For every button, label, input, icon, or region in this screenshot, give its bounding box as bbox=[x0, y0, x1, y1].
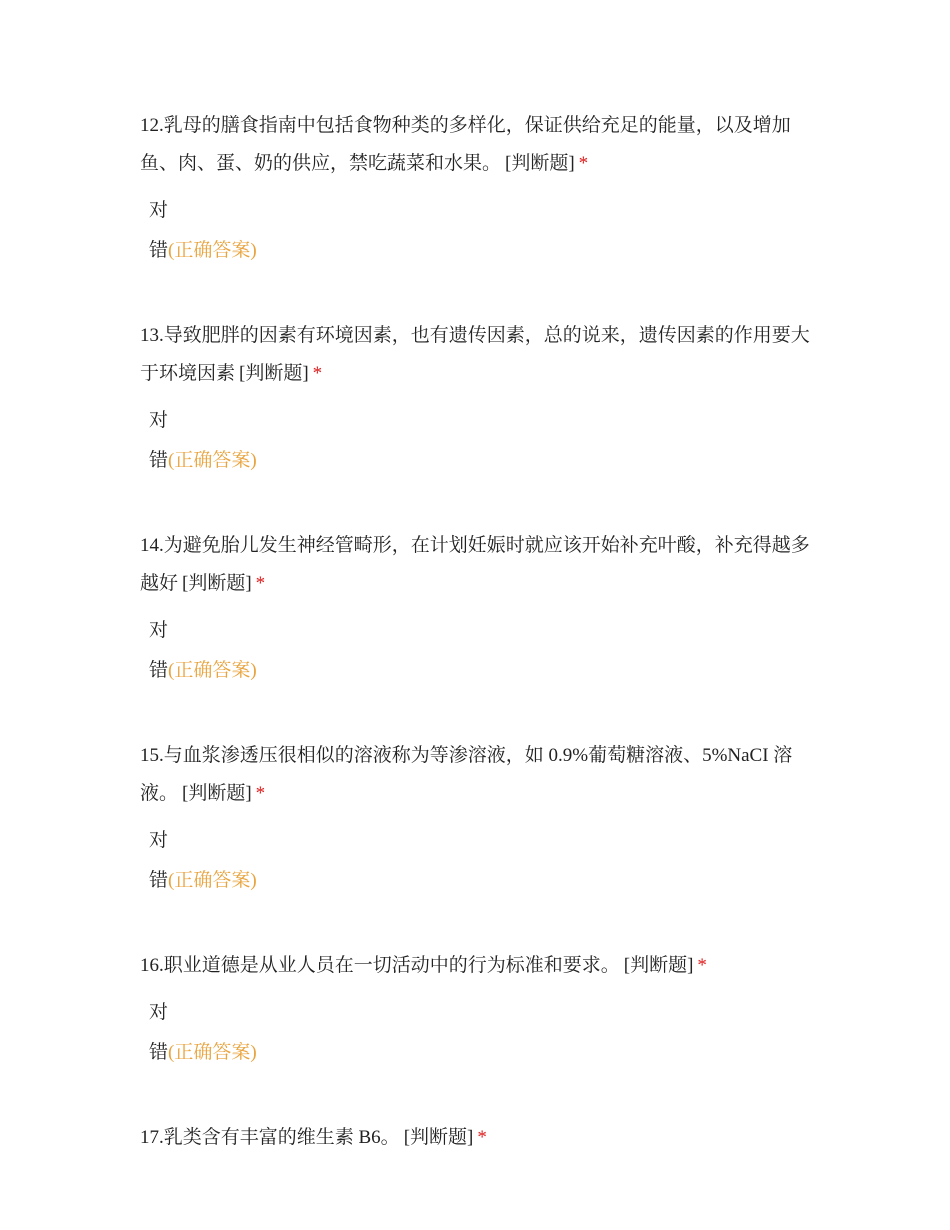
option-label: 对 bbox=[149, 200, 169, 221]
option-label: 对 bbox=[149, 1002, 169, 1023]
question-text: 14.为避免胎儿发生神经管畸形，在计划妊娠时就应该开始补充叶酸，补充得越多越好 [判断题] * bbox=[140, 535, 810, 594]
option-true[interactable] bbox=[149, 993, 810, 1033]
option-label: 错 bbox=[149, 1042, 169, 1063]
question-type-tag: [判断题] bbox=[239, 363, 309, 384]
question-text: 16.职业道德是从业人员在一切活动中的行为标准和要求。 [判断题] * bbox=[140, 955, 707, 976]
question-text: 12.乳母的膳食指南中包括食物种类的多样化，保证供给充足的能量，以及增加鱼、肉、蛋、奶的供应，禁吃蔬菜和水果。 [判断题] * bbox=[140, 115, 791, 174]
question-type-tag: [判断题] bbox=[182, 783, 252, 804]
question-13 bbox=[140, 317, 810, 481]
option-true[interactable] bbox=[149, 821, 810, 861]
option-label: 对 bbox=[149, 620, 169, 641]
option-true[interactable] bbox=[149, 401, 810, 441]
option-false[interactable] bbox=[149, 861, 810, 901]
question-type-tag: [判断题] bbox=[623, 955, 694, 976]
option-label: 错 bbox=[149, 240, 169, 261]
question-list bbox=[140, 107, 810, 1157]
option-label: 对 bbox=[149, 830, 169, 851]
required-mark: * bbox=[578, 153, 589, 174]
question-type-tag: [判断题] bbox=[403, 1127, 474, 1148]
correct-answer-note: (正确答案) bbox=[168, 240, 257, 261]
question-16 bbox=[140, 947, 810, 1073]
required-mark: * bbox=[697, 955, 707, 976]
option-true[interactable] bbox=[149, 611, 810, 651]
option-false[interactable] bbox=[149, 651, 810, 691]
option-label: 错 bbox=[149, 870, 169, 891]
option-false[interactable] bbox=[149, 1033, 810, 1073]
question-14 bbox=[140, 527, 810, 691]
option-false[interactable] bbox=[149, 441, 810, 481]
option-label: 错 bbox=[149, 660, 169, 681]
question-text: 15.与血浆渗透压很相似的溶液称为等渗溶液，如 0.9%葡萄糖溶液、5%NaCI 溶液。 [判断题] * bbox=[140, 745, 793, 804]
option-label: 错 bbox=[149, 450, 169, 471]
question-text: 17.乳类含有丰富的维生素 B6。 [判断题] * bbox=[140, 1127, 487, 1148]
question-type-tag: [判断题] bbox=[182, 573, 252, 594]
option-label: 对 bbox=[149, 410, 169, 431]
required-mark: * bbox=[477, 1127, 487, 1148]
option-false[interactable] bbox=[149, 231, 810, 271]
question-15 bbox=[140, 737, 810, 901]
options bbox=[149, 401, 810, 481]
question-12 bbox=[140, 107, 810, 271]
options bbox=[149, 611, 810, 691]
question-text: 13.导致肥胖的因素有环境因素，也有遗传因素，总的说来，遗传因素的作用要大于环境因素 [判断题] * bbox=[140, 325, 810, 384]
correct-answer-note: (正确答案) bbox=[168, 660, 257, 681]
required-mark: * bbox=[312, 363, 323, 384]
question-17 bbox=[140, 1119, 810, 1157]
option-true[interactable] bbox=[149, 191, 810, 231]
required-mark: * bbox=[255, 783, 266, 804]
question-type-tag: [判断题] bbox=[505, 153, 575, 174]
correct-answer-note: (正确答案) bbox=[168, 870, 257, 891]
correct-answer-note: (正确答案) bbox=[168, 450, 257, 471]
options bbox=[149, 821, 810, 901]
options bbox=[149, 191, 810, 271]
correct-answer-note: (正确答案) bbox=[168, 1042, 257, 1063]
options bbox=[149, 993, 810, 1073]
required-mark: * bbox=[255, 573, 266, 594]
